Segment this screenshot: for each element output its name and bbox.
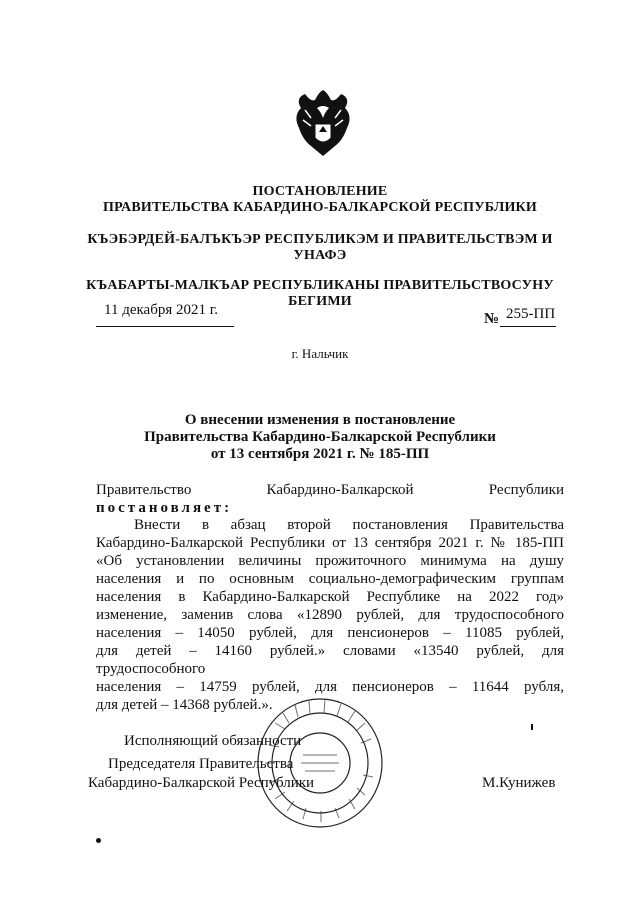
signatory-name: М.Кунижев (482, 775, 556, 791)
heading-balkar: КЪАБАРТЫ-МАЛКЪАР РЕСПУБЛИКАНЫ ПРАВИТЕЛЬСТВОСУНУ БЕГИМИ (86, 278, 554, 309)
issuer-heading: ПРАВИТЕЛЬСТВА КАБАРДИНО-БАЛКАРСКОЙ РЕСПУБЛИКИ (102, 200, 538, 215)
body-line: населения и по основным социально-демографическим группам (96, 571, 564, 587)
preamble-verb: постановляет: (96, 500, 233, 516)
signatory-title-line: Кабардино-Балкарской Республики (88, 775, 315, 791)
body-line: для детей – 14160 рублей.» словами «13540 рублей, для трудоспособного (96, 643, 564, 677)
body-line: населения – 14050 рублей, для пенсионеров – 11085 рублей, (96, 625, 564, 641)
body-paragraph (96, 516, 564, 714)
document-number: 255-ПП (506, 306, 556, 322)
body-line: «Об установлении величины прожиточного минимума на душу (96, 553, 564, 569)
body-line: населения в Кабардино-Балкарской Республике на 2022 год» (96, 589, 564, 605)
signatory-title-line: Исполняющий обязанности (124, 733, 302, 749)
page-mark (96, 838, 101, 843)
document-heading-ru (80, 184, 560, 216)
date-underline (96, 326, 234, 327)
title-line: О внесении изменения в постановление (184, 412, 456, 428)
body-line: изменение, заменив слова «12890 рублей, для трудоспособного (96, 607, 564, 623)
number-underline (500, 326, 556, 327)
city-label: г. Нальчик (291, 346, 349, 361)
body-line: Кабардино-Балкарской Республики от 13 сентября 2021 г. № 185-ПП (96, 535, 564, 551)
preamble-word: Правительство (96, 482, 192, 498)
body-line: для детей – 14368 рублей.». (96, 697, 273, 713)
body-line: Внести в абзац второй постановления Правительства (134, 517, 564, 533)
heading-kabardian: КЪЭБЭРДЕЙ-БАЛЪКЪЭР РЕСПУБЛИКЭМ И ПРАВИТЕЛЬСТВЭМ И УНАФЭ (87, 232, 553, 263)
stray-mark (531, 724, 533, 730)
preamble (96, 481, 564, 517)
document-title (80, 412, 560, 463)
document-date: 11 декабря 2021 г. (104, 302, 218, 318)
preamble-word: Кабардино-Балкарской (266, 482, 414, 498)
preamble-word: Республики (488, 482, 564, 498)
document-type-heading: ПОСТАНОВЛЕНИЕ (252, 184, 388, 199)
title-line: от 13 сентября 2021 г. № 185-ПП (210, 446, 430, 462)
title-line: Правительства Кабардино-Балкарской Республики (144, 429, 496, 445)
coat-of-arms-emblem (291, 88, 355, 160)
signatory-title-line: Председателя Правительства (108, 756, 294, 772)
body-line: населения – 14759 рублей, для пенсионеров – 11644 рубля, (96, 679, 564, 695)
preamble-row (96, 481, 564, 499)
number-sign: № (484, 311, 500, 327)
